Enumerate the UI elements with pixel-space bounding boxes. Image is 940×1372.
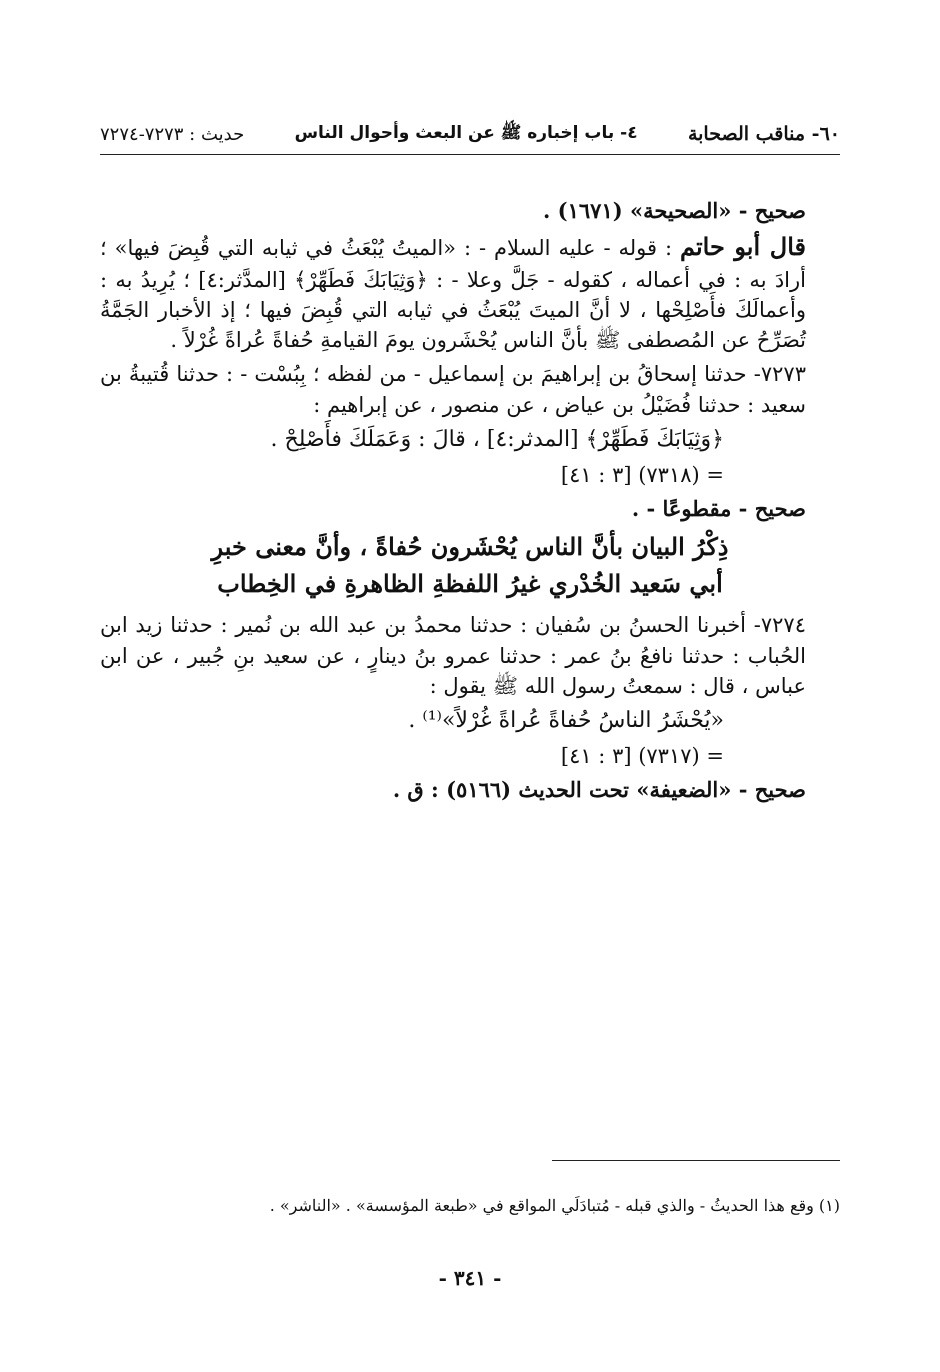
commentary-label: قال أبو حاتم — [679, 232, 806, 262]
footnote-rule — [552, 1160, 840, 1161]
commentary-text: : قوله - عليه السلام - : «الميتُ يُبْعَثُ في ثيابه التي قُبِضَ فيها» ؛ أرادَ به : في أعماله ، كقوله - جَلَّ وعلا - : ﴿وَثِيَابَكَ فَطَهِّرْ﴾ [المدَّثر:٤] ؛ يُرِيدُ به : وأعمالَكَ فأَصْلِحْها ، لا أنَّ الميتَ يُبْعَثُ في ثيابه التي قُبِضَ فيها ؛ إذ الأخبار الجَمَّةُ تُصَرِّحُ عن المُصطفى ﷺ بأنَّ الناس يُحْشَرون يومَ القيامةِ حُفاةً عُراةً غُرْلاً . — [100, 236, 806, 353]
hadith-7273-quote: ﴿وَثِيَابَكَ فَطَهِّرْ﴾ [المدثر:٤] ، قالَ : وَعَمَلَكَ فأَصْلِحْ . — [270, 426, 724, 452]
running-header — [100, 118, 840, 150]
section-heading-line-1: ذِكْرُ البيان بأنَّ الناس يُحْشَرون حُفاةً ، وأنَّ معنى خبرِ — [211, 532, 729, 562]
hadith-7274: ٧٢٧٤- أخبرنا الحسنُ بن سُفيان : حدثنا محمدُ بن عبد الله بن نُمير : حدثنا زيد ابن الحُباب : حدثنا نافعُ بنُ عمر : حدثنا عمرو بنُ دينارٍ ، عن سعيد بنِ جُبير ، عن ابن عباس ، قال : سمعتُ رسول الله ﷺ يقول : — [100, 613, 806, 698]
hadith-7274-quote: «يُحْشَرُ الناسُ حُفاةً عُراةً غُرْلاً»⁽¹⁾ . — [408, 708, 724, 734]
header-section: ٤- باب إخباره ﷺ عن البعث وأحوال الناس — [294, 122, 638, 143]
commentary-paragraph — [100, 230, 840, 355]
hadith-7273-grading: صحيح - مقطوعًا - . — [631, 495, 806, 521]
footnote: (١) وقع هذا الحديثُ - والذي قبله - مُتبادَلَي المواقع في «طبعة المؤسسة» . «الناشر» . — [269, 1196, 840, 1215]
grading-line: صحيح - «الصحيحة» (١٦٧١) . — [543, 198, 806, 223]
header-chapter: ٦٠- مناقب الصحابة — [687, 123, 840, 145]
main-text — [100, 196, 840, 809]
hadith-7273-reference: = (٧٣١٨) [٣ : ٤١] — [560, 462, 724, 487]
section-heading — [100, 528, 840, 602]
page-number: - ٣٤١ - — [438, 1266, 502, 1290]
hadith-7274-reference: = (٧٣١٧) [٣ : ٤١] — [560, 743, 724, 768]
header-hadith-range: حديث : ٧٢٧٣-٧٢٧٤ — [100, 123, 245, 145]
header-rule — [100, 154, 840, 155]
hadith-7274-grading: صحيح - «الضعيفة» تحت الحديث (٥١٦٦) : ق . — [392, 777, 806, 803]
section-heading-line-2: أبي سَعيد الخُدْري غيرُ اللفظةِ الظاهرةِ في الخِطاب — [217, 569, 723, 599]
hadith-7273: ٧٢٧٣- حدثنا إسحاقُ بن إبراهيمَ بن إسماعيل - من لفظه ؛ بِبُسْت - : حدثنا قُتيبةُ بن سعيد : حدثنا فُضَيْلُ بن عياض ، عن منصور ، عن إبراهيم : — [100, 362, 806, 417]
